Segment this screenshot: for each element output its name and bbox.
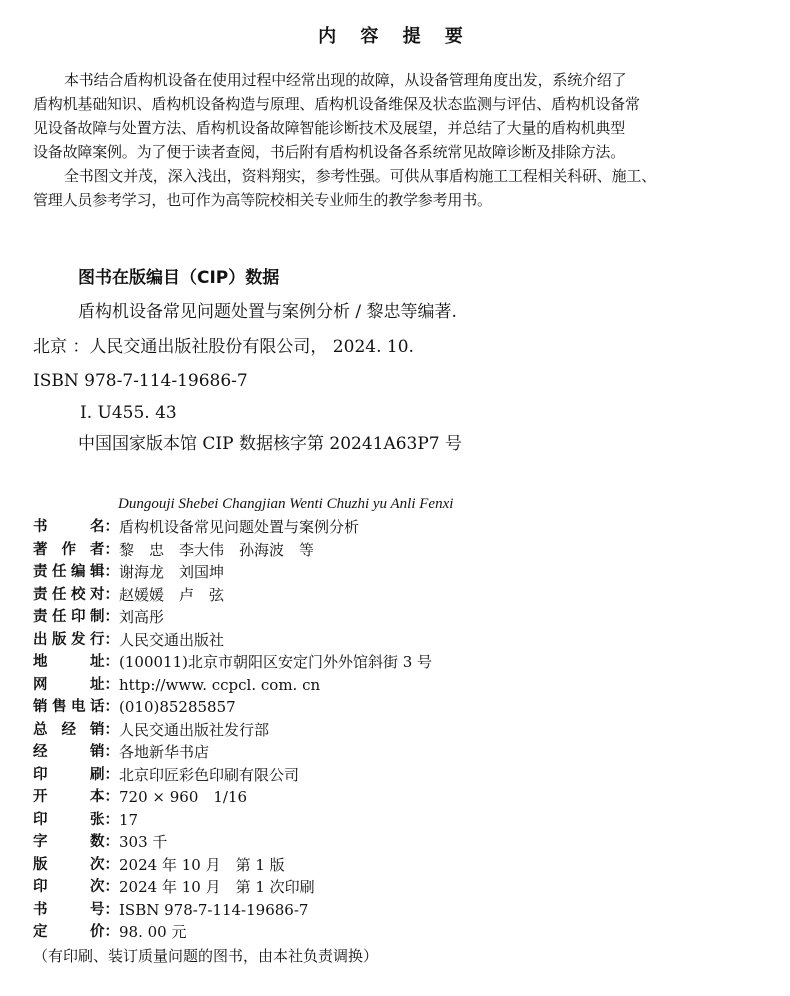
info-label-char: 版 <box>33 856 48 873</box>
info-value: 2024 年 10 月 第 1 次印刷 <box>119 878 315 896</box>
info-label-text <box>33 561 105 584</box>
info-label-text <box>33 696 105 719</box>
info-label-char: 次 <box>90 879 105 895</box>
info-label-colon: ： <box>104 901 119 918</box>
page-title: 内 容 提 要 <box>318 26 472 47</box>
info-label <box>33 831 119 854</box>
info-label-char: 价 <box>90 924 105 940</box>
summary-line: 全书图文并茂，深入浅出，资料翔实，参考性强。可供从事盾构施工工程相关科研、施工、 <box>64 167 657 185</box>
info-value: 人民交通出版社发行部 <box>119 720 270 739</box>
info-value: ISBN 978-7-114-19686-7 <box>119 900 309 919</box>
info-label-text <box>33 809 105 832</box>
info-label-char: 总 <box>33 721 48 738</box>
info-label-char: 售 <box>52 699 67 715</box>
info-label <box>33 584 119 607</box>
info-label-text <box>33 584 105 607</box>
info-label <box>33 741 119 764</box>
info-row <box>33 764 773 787</box>
info-label <box>33 786 119 809</box>
info-value: 赵媛媛 卢 弦 <box>119 585 225 604</box>
cip-verify-line: 中国国家版本馆 CIP 数据核字第 20241A63P7 号 <box>78 434 463 454</box>
info-label-text <box>33 719 105 742</box>
info-label-colon: ： <box>104 811 119 828</box>
info-label-char: 印 <box>33 766 48 783</box>
info-label <box>33 696 119 719</box>
info-label-text <box>33 741 105 764</box>
info-label <box>33 561 119 584</box>
info-label-colon: ： <box>104 631 119 648</box>
info-label-char: 名 <box>90 519 105 535</box>
summary-line: 管理人员参考学习，也可作为高等院校相关专业师生的教学参考用书。 <box>33 191 492 209</box>
cip-heading: 图书在版编目（CIP）数据 <box>78 268 280 288</box>
info-label-text <box>33 786 105 809</box>
info-value: 黎 忠 李大伟 孙海波 等 <box>119 540 315 559</box>
info-label <box>33 629 119 652</box>
pinyin-title: Dungouji Shebei Changjian Wenti Chuzhi yu Anli Fenxi <box>118 496 454 512</box>
info-row <box>33 719 773 742</box>
info-label-text <box>33 516 105 539</box>
info-label <box>33 719 119 742</box>
info-label-char: 书 <box>33 901 48 918</box>
info-label-char: 作 <box>61 541 76 558</box>
cip-title-line: 盾构机设备常见问题处置与案例分析 / 黎忠等编著. <box>78 302 457 322</box>
info-label-text <box>33 921 105 944</box>
info-label-colon: ： <box>104 699 119 715</box>
summary-section <box>33 68 761 212</box>
cip-isbn-line: ISBN 978-7-114-19686-7 <box>33 371 248 391</box>
info-row <box>33 921 773 944</box>
info-label-char: 刷 <box>90 766 105 783</box>
info-label-char: 张 <box>90 811 105 828</box>
info-label-char: 印 <box>33 879 48 895</box>
info-label-char: 任 <box>52 586 67 603</box>
info-label-colon: ： <box>104 766 119 783</box>
info-label-colon: ： <box>104 789 119 805</box>
info-label <box>33 764 119 787</box>
info-value: 各地新华书店 <box>119 743 210 761</box>
info-row <box>33 876 773 899</box>
info-label-char: 数 <box>90 834 105 850</box>
info-value: (100011)北京市朝阳区安定门外外馆斜街 3 号 <box>119 653 433 671</box>
info-label <box>33 674 119 697</box>
info-label-colon: ： <box>104 924 119 940</box>
info-row <box>33 629 773 652</box>
info-row <box>33 539 773 562</box>
info-row <box>33 606 773 629</box>
info-label-text <box>33 651 105 674</box>
cip-class-line: Ⅰ. U455. 43 <box>80 403 177 423</box>
info-label-char: 任 <box>52 564 67 580</box>
info-row <box>33 899 773 922</box>
info-label-text <box>33 854 105 877</box>
info-label-text <box>33 606 105 629</box>
info-label-text <box>33 674 105 697</box>
info-value: http://www. ccpcl. com. cn <box>119 675 321 694</box>
info-value: (010)85285857 <box>119 698 236 716</box>
info-label <box>33 651 119 674</box>
info-label-char: 经 <box>61 721 76 738</box>
info-label-char: 定 <box>33 924 48 940</box>
info-label <box>33 809 119 832</box>
info-value: 2024 年 10 月 第 1 版 <box>119 855 285 874</box>
info-label <box>33 854 119 877</box>
info-label-text <box>33 629 105 652</box>
info-value: 刘高彤 <box>119 608 165 626</box>
info-label-colon: ： <box>104 721 119 738</box>
info-label-char: 制 <box>90 609 105 625</box>
info-row <box>33 561 773 584</box>
info-label <box>33 606 119 629</box>
info-row <box>33 786 773 809</box>
info-row <box>33 809 773 832</box>
info-value: 98. 00 元 <box>119 923 187 941</box>
info-label-char: 书 <box>33 519 48 535</box>
info-label-char: 著 <box>33 541 48 558</box>
summary-line: 盾构机基础知识、盾构机设备构造与原理、盾构机设备维保及状态监测与评估、盾构机设备常 <box>33 95 640 113</box>
info-label-char: 印 <box>33 811 48 828</box>
info-value: 720 × 960 1/16 <box>119 788 248 806</box>
info-label-char: 网 <box>33 676 48 693</box>
info-label <box>33 899 119 922</box>
info-label-colon: ： <box>104 856 119 873</box>
info-row <box>33 831 773 854</box>
info-row <box>33 741 773 764</box>
info-label-colon: ： <box>104 564 119 580</box>
info-label-char: 责 <box>33 586 48 603</box>
info-label-text <box>33 831 105 854</box>
cip-publisher-line: 北京 ：人民交通出版社股份有限公司， 2024. 10. <box>33 337 414 357</box>
info-value: 北京印匠彩色印刷有限公司 <box>119 765 300 784</box>
info-row <box>33 674 773 697</box>
info-label-char: 销 <box>90 721 105 738</box>
info-label-colon: ： <box>104 834 119 850</box>
info-value: 人民交通出版社 <box>119 630 225 649</box>
info-label-char: 任 <box>52 609 67 625</box>
info-label-char: 责 <box>33 609 48 625</box>
info-label <box>33 516 119 539</box>
info-label-colon: ： <box>104 676 119 693</box>
summary-line: 本书结合盾构机设备在使用过程中经常出现的故障，从设备管理角度出发，系统介绍了 <box>64 71 627 89</box>
info-row <box>33 696 773 719</box>
info-label-char: 话 <box>90 699 105 715</box>
info-label-char: 出 <box>33 631 48 648</box>
info-value: 盾构机设备常见问题处置与案例分析 <box>119 518 360 536</box>
info-label-char: 电 <box>71 699 86 715</box>
info-label-char: 次 <box>90 856 105 873</box>
info-label <box>33 876 119 899</box>
info-label-colon: ： <box>104 541 119 558</box>
info-label-char: 对 <box>90 586 105 603</box>
info-row <box>33 854 773 877</box>
info-value: 303 千 <box>119 833 168 851</box>
info-label-colon: ： <box>104 519 119 535</box>
info-label-colon: ： <box>104 586 119 603</box>
info-label-char: 辑 <box>90 564 105 580</box>
info-value: 谢海龙 刘国坤 <box>119 563 225 581</box>
summary-line: 见设备故障与处置方法、盾构机设备故障智能诊断技术及展望，并总结了大量的盾构机典型 <box>33 119 626 137</box>
info-label-text <box>33 899 105 922</box>
info-label-char: 校 <box>71 586 86 603</box>
info-label-char: 本 <box>90 789 105 805</box>
info-row <box>33 584 773 607</box>
info-label-text <box>33 539 105 562</box>
info-label-colon: ： <box>104 879 119 895</box>
publication-info-table <box>33 516 773 944</box>
info-label-char: 编 <box>71 564 86 580</box>
info-label <box>33 539 119 562</box>
info-label <box>33 921 119 944</box>
summary-line: 设备故障案例。为了便于读者查阅，书后附有盾构机设备各系统常见故障诊断及排除方法。 <box>33 143 626 161</box>
info-label-char: 经 <box>33 744 48 760</box>
info-label-char: 字 <box>33 834 48 850</box>
info-label-char: 号 <box>90 901 105 918</box>
info-label-text <box>33 764 105 787</box>
info-row <box>33 516 773 539</box>
info-label-char: 印 <box>71 609 86 625</box>
info-label-char: 址 <box>90 654 105 670</box>
info-label-colon: ： <box>104 654 119 670</box>
info-label-char: 者 <box>90 541 105 558</box>
info-label-char: 行 <box>90 631 105 648</box>
info-label-char: 开 <box>33 789 48 805</box>
info-label-char: 销 <box>90 744 105 760</box>
info-label-char: 发 <box>71 631 86 648</box>
info-value: 17 <box>119 810 139 829</box>
info-label-char: 址 <box>90 676 105 693</box>
info-label-char: 销 <box>33 699 48 715</box>
info-label-colon: ： <box>104 744 119 760</box>
info-label-char: 版 <box>52 631 67 648</box>
info-row <box>33 651 773 674</box>
footnote: （有印刷、装订质量问题的图书，由本社负责调换） <box>33 947 379 965</box>
info-label-char: 责 <box>33 564 48 580</box>
info-label-char: 地 <box>33 654 48 670</box>
info-label-colon: ： <box>104 609 119 625</box>
info-label-text <box>33 876 105 899</box>
